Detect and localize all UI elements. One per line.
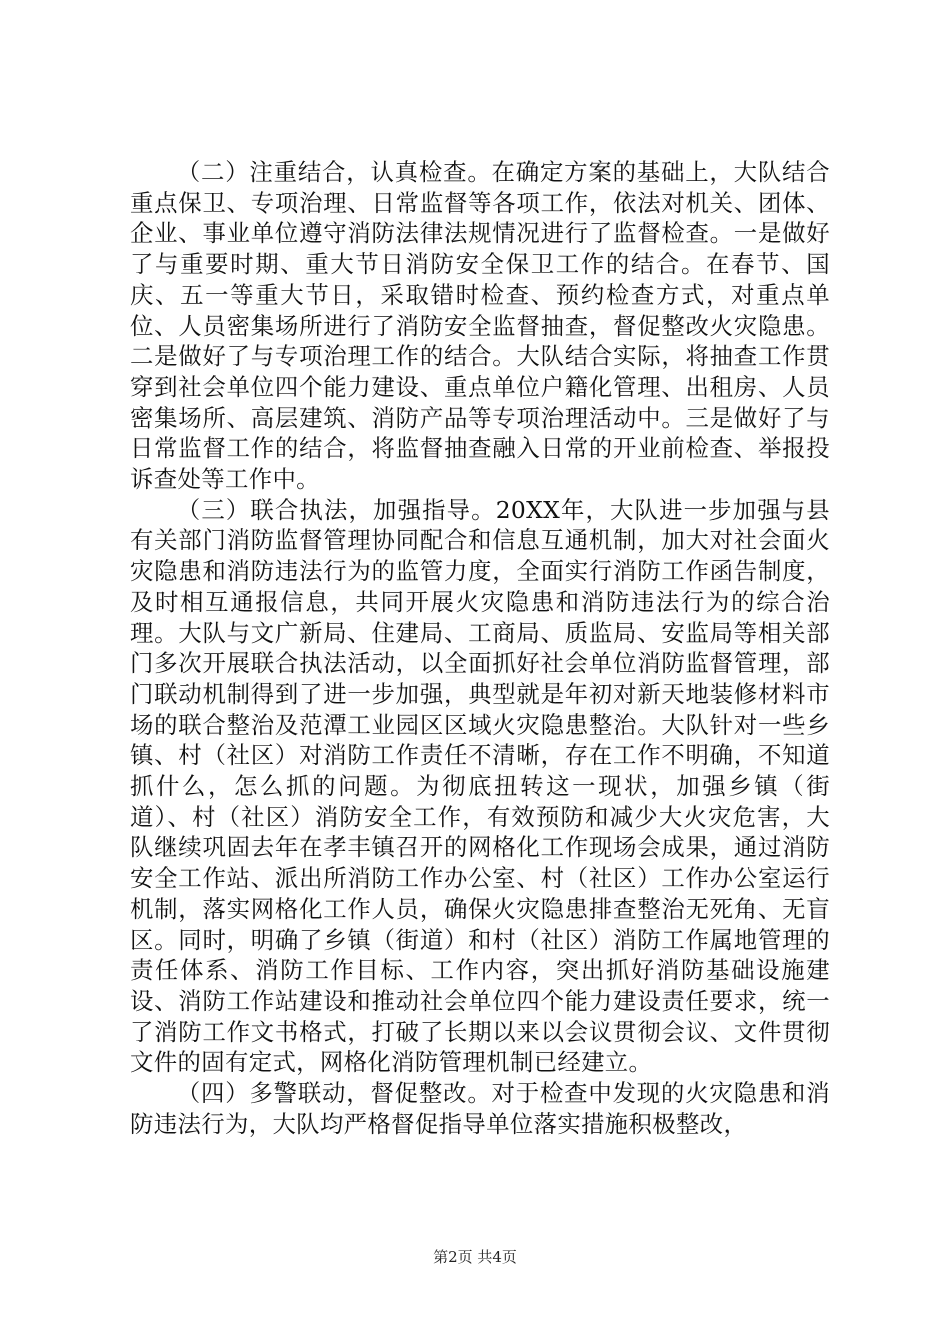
paragraph-multi-police: （四）多警联动，督促整改。对于检查中发现的火灾隐患和消防违法行为，大队均严格督促指导单位落实措施积极整改， bbox=[130, 1079, 830, 1138]
page-number-footer: 第2页 共4页 bbox=[433, 1248, 517, 1266]
document-body bbox=[130, 157, 830, 1140]
paragraph-inspection: （二）注重结合，认真检查。在确定方案的基础上，大队结合重点保卫、专项治理、日常监督等各项工作，依法对机关、团体、企业、事业单位遵守消防法律法规情况进行了监督检查。一是做好了与重要时期、重大节日消防安全保卫工作的结合。在春节、国庆、五一等重大节日，采取错时检查、预约检查方式，对重点单位、人员密集场所进行了消防安全监督抽查，督促整改火灾隐患。二是做好了与专项治理工作的结合。大队结合实际，将抽查工作贯穿到社会单位四个能力建设、重点单位户籍化管理、出租房、人员密集场所、高层建筑、消防产品等专项治理活动中。三是做好了与日常监督工作的结合，将监督抽查融入日常的开业前检查、举报投诉查处等工作中。 bbox=[130, 158, 830, 494]
paragraph-joint-enforcement: （三）联合执法，加强指导。20XX年，大队进一步加强与县有关部门消防监督管理协同配合和信息互通机制，加大对社会面火灾隐患和消防违法行为的监管力度，全面实行消防工作函告制度，及时相互通报信息，共同开展火灾隐患和消防违法行为的综合治理。大队与文广新局、住建局、工商局、质监局、安监局等相关部门多次开展联合执法活动，以全面抓好社会单位消防监督管理，部门联动机制得到了进一步加强，典型就是年初对新天地装修材料市场的联合整治及范潭工业园区区域火灾隐患整治。大队针对一些乡镇、村（社区）对消防工作责任不清晰，存在工作不明确，不知道抓什么，怎么抓的问题。为彻底扭转这一现状，加强乡镇（街道）、村（社区）消防安全工作，有效预防和减少大火灾危害，大队继续巩固去年在孝丰镇召开的网格化工作现场会成果，通过消防安全工作站、派出所消防工作办公室、村（社区）工作办公室运行机制，落实网格化工作人员，确保火灾隐患排查整治无死角、无盲区。同时，明确了乡镇（街道）和村（社区）消防工作属地管理的责任体系、消防工作目标、工作内容，突出抓好消防基础设施建设、消防工作站建设和推动社会单位四个能力建设责任要求，统一了消防工作文书格式，打破了长期以来以会议贯彻会议、文件贯彻文件的固有定式，网格化消防管理机制已经建立。 bbox=[130, 495, 830, 1077]
